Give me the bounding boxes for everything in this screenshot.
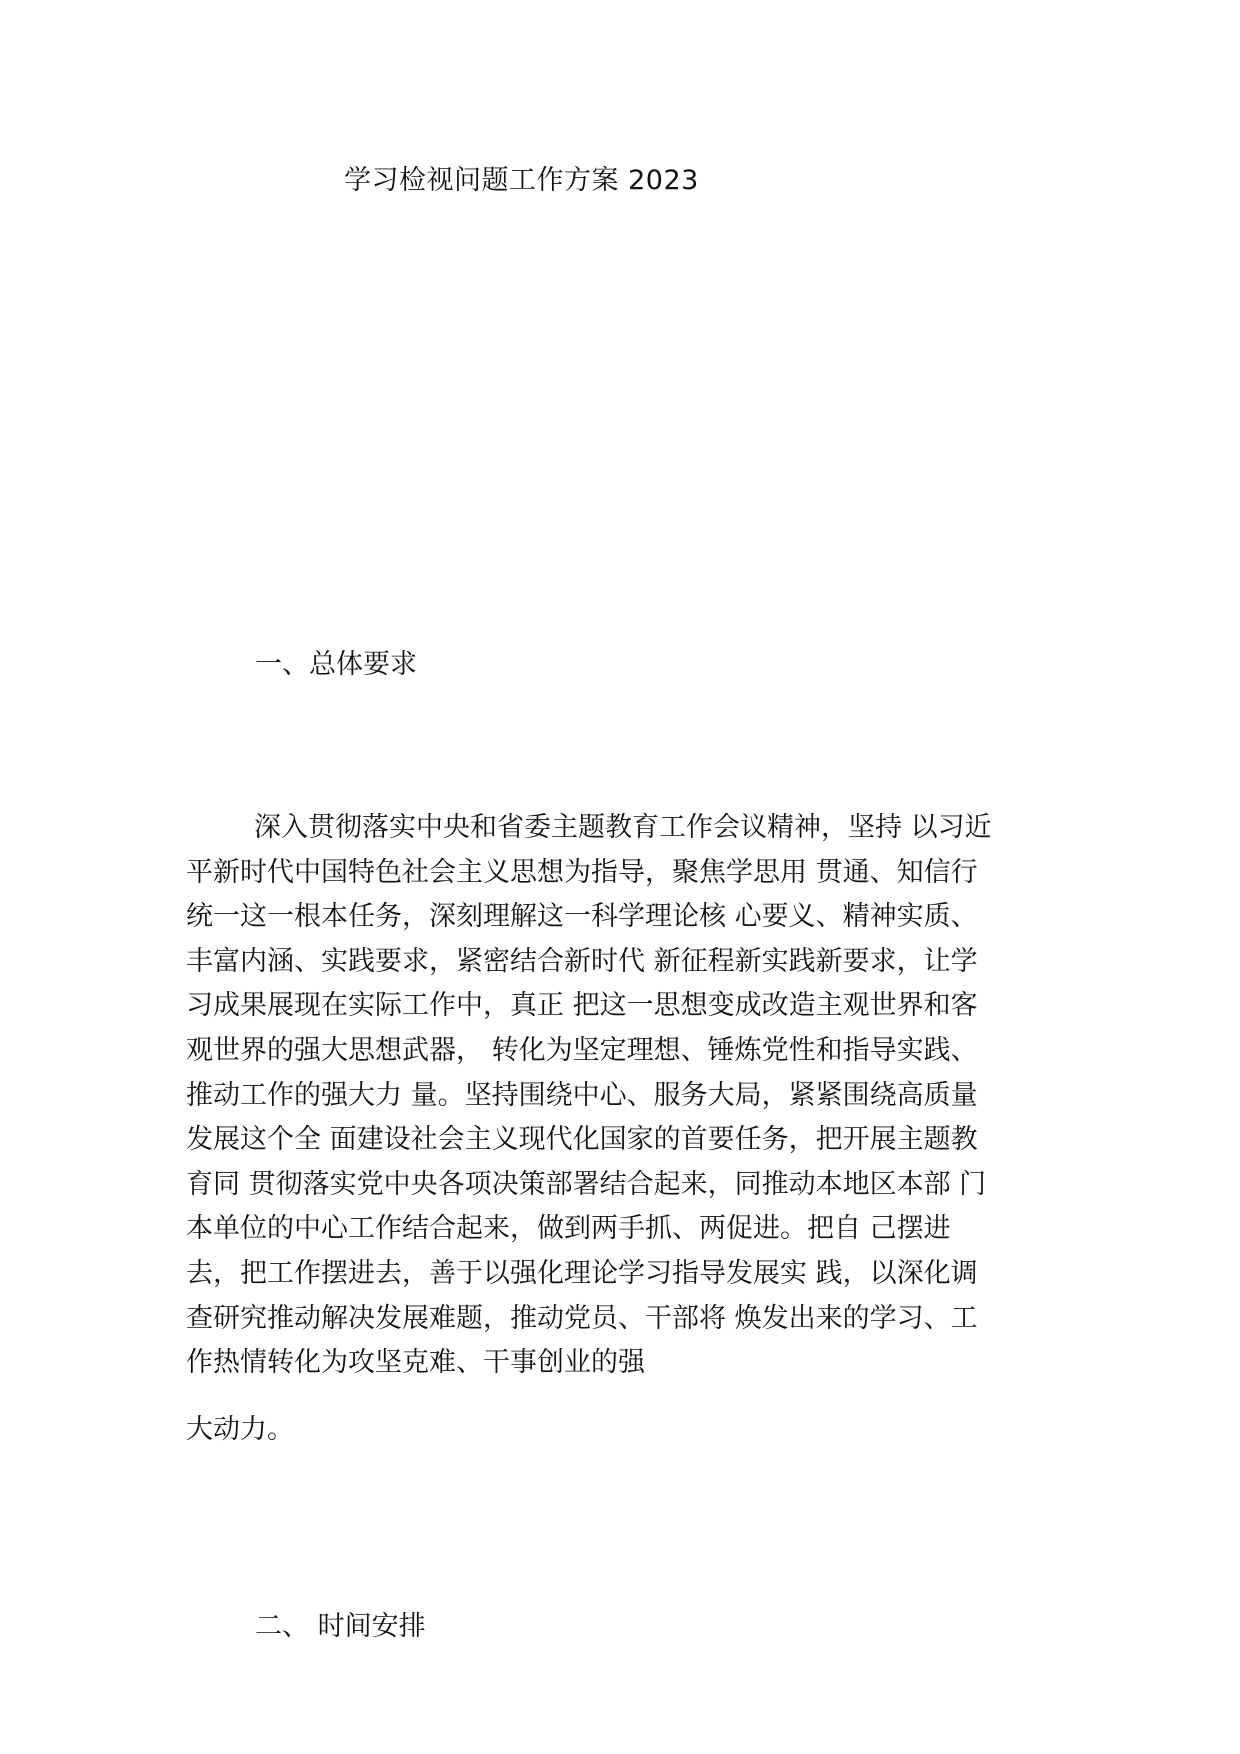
paragraph-line: 平新时代中国特色社会主义思想为指导，聚焦学思用 贯通、知信行 xyxy=(186,856,978,888)
body-paragraph xyxy=(186,806,1066,1386)
paragraph-line: 习成果展现在实际工作中，真正 把这一思想变成改造主观世界和客 xyxy=(186,990,978,1022)
section-heading-schedule: 二、 时间安排 xyxy=(255,1611,426,1642)
paragraph-tail: 大动力。 xyxy=(186,1414,294,1445)
document-title: 学习检视问题工作方案 2023 xyxy=(344,165,699,196)
section-heading-overall-requirements: 一、总体要求 xyxy=(255,649,417,680)
paragraph-line: 发展这个全 面建设社会主义现代化国家的首要任务，把开展主题教 xyxy=(186,1124,978,1156)
paragraph-line: 查研究推动解决发展难题，推动党员、干部将 焕发出来的学习、工 xyxy=(186,1302,978,1334)
paragraph-line: 统一这一根本任务，深刻理解这一科学理论核 心要义、精神实质、 xyxy=(186,901,978,933)
paragraph-line: 深入贯彻落实中央和省委主题教育工作会议精神，坚持 以习近 xyxy=(254,812,992,843)
paragraph-line: 丰富内涵、实践要求，紧密结合新时代 新征程新实践新要求，让学 xyxy=(186,945,978,977)
paragraph-line: 观世界的强大思想武器， 转化为坚定理想、锤炼党性和指导实践、 xyxy=(186,1034,978,1066)
paragraph-line: 本单位的中心工作结合起来，做到两手抓、两促进。把自 己摆进 xyxy=(186,1213,951,1245)
paragraph-line: 作热情转化为攻坚克难、干事创业的强 xyxy=(186,1347,645,1379)
paragraph-line: 去，把工作摆进去，善于以强化理论学习指导发展实 践，以深化调 xyxy=(186,1257,978,1289)
paragraph-line: 推动工作的强大力 量。坚持围绕中心、服务大局，紧紧围绕高质量 xyxy=(186,1079,978,1111)
paragraph-line: 育同 贯彻落实党中央各项决策部署结合起来，同推动本地区本部 门 xyxy=(186,1168,987,1200)
